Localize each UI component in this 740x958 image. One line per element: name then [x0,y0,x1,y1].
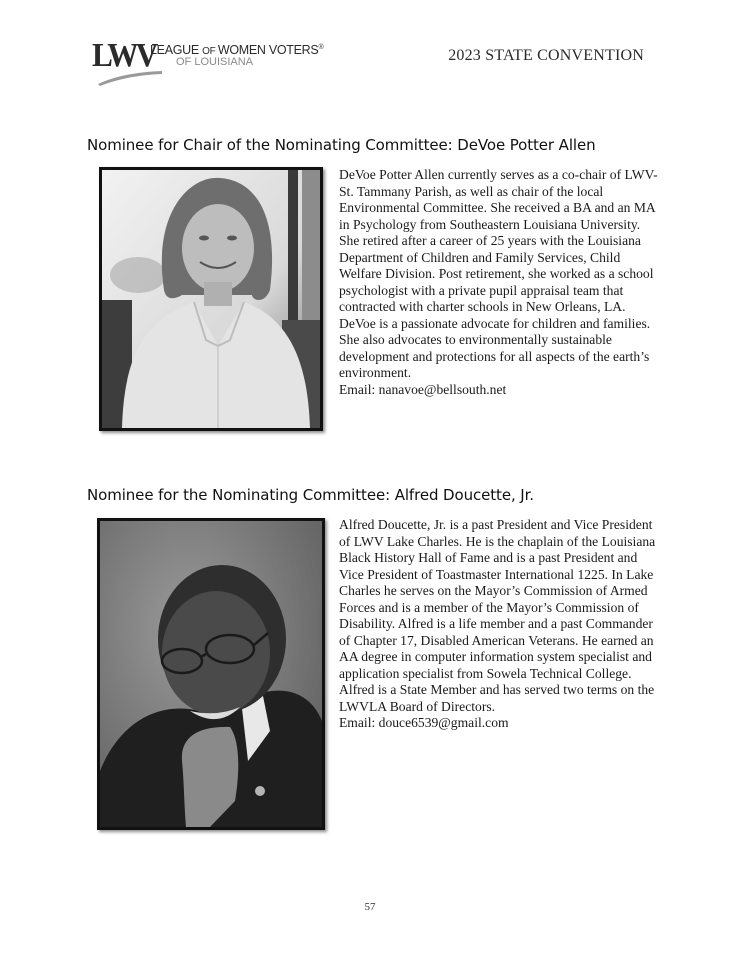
logo-mark: LWV [92,37,156,74]
logo-word-women-voters: WOMEN VOTERS [217,43,319,57]
nominee-1-bio-text: DeVoe Potter Allen currently serves as a co-chair of LWV-St. Tammany Parish, as well as chair of the local Environmental Committee. She received a BA and an MA in Psychology from Southeastern Louisiana University. She retired after a career of 25 years with the Louisiana Department of Children and Family Services, Child Welfare Division. Post retirement, she worked as a school psychologist with a private pupil appraisal team that contracted with charter schools in New Orleans, LA. DeVoe is a passionate advocate for children and families. She also advocates to environmentally sustainable development and protections for all aspects of the earth’s environment. [339,167,658,380]
logo-word-league: LEAGUE [150,43,203,57]
nominee-2-bio-text: Alfred Doucette, Jr. is a past President and Vice President of LWV Lake Charles. He is the chaplain of the Louisiana Black History Hall of Fame and is a past President and Vice President of Toastmaster International 1225. In Lake Charles he serves on the Mayor’s Commission of Armed Forces and is a member of the Mayor’s Commission of Disability. Alfred is a life member and a past Commander of Chapter 17, Disabled American Veterans. He earned an AA degree in computer information system specialist and application specialist from Sowela Technical College. Alfred is a State Member and has served two terms on the LWVLA Board of Directors. [339,517,656,714]
nominee-1-photo [99,167,323,431]
nominee-1-heading: Nominee for Chair of the Nominating Committee: DeVoe Potter Allen [87,136,596,154]
portrait-illustration-icon [102,170,320,428]
nominee-1-email-row [339,382,659,399]
logo-state-name: OF LOUISIANA [176,56,254,68]
logo-org-name [150,43,323,57]
nominee-2-email-row [339,715,659,732]
nominee-2-photo [97,518,325,830]
nominee-2-heading: Nominee for the Nominating Committee: Alfred Doucette, Jr. [87,486,534,504]
document-header-title: 2023 STATE CONVENTION [448,47,644,64]
registered-mark: ® [318,43,324,51]
nominee-2-bio [339,517,659,732]
lwv-louisiana-logo [92,37,324,88]
nominee-2-email[interactable]: douce6539@gmail.com [378,715,509,730]
email-label: Email: [339,381,379,397]
nominee-1-email[interactable]: nanavoe@bellsouth.net [378,381,507,397]
logo-swoosh-icon [96,70,166,86]
portrait-illustration-icon [100,521,322,827]
email-label: Email: [339,715,379,730]
nominee-1-bio [339,167,659,398]
page-number: 57 [364,901,376,913]
logo-word-of: OF [202,46,218,57]
